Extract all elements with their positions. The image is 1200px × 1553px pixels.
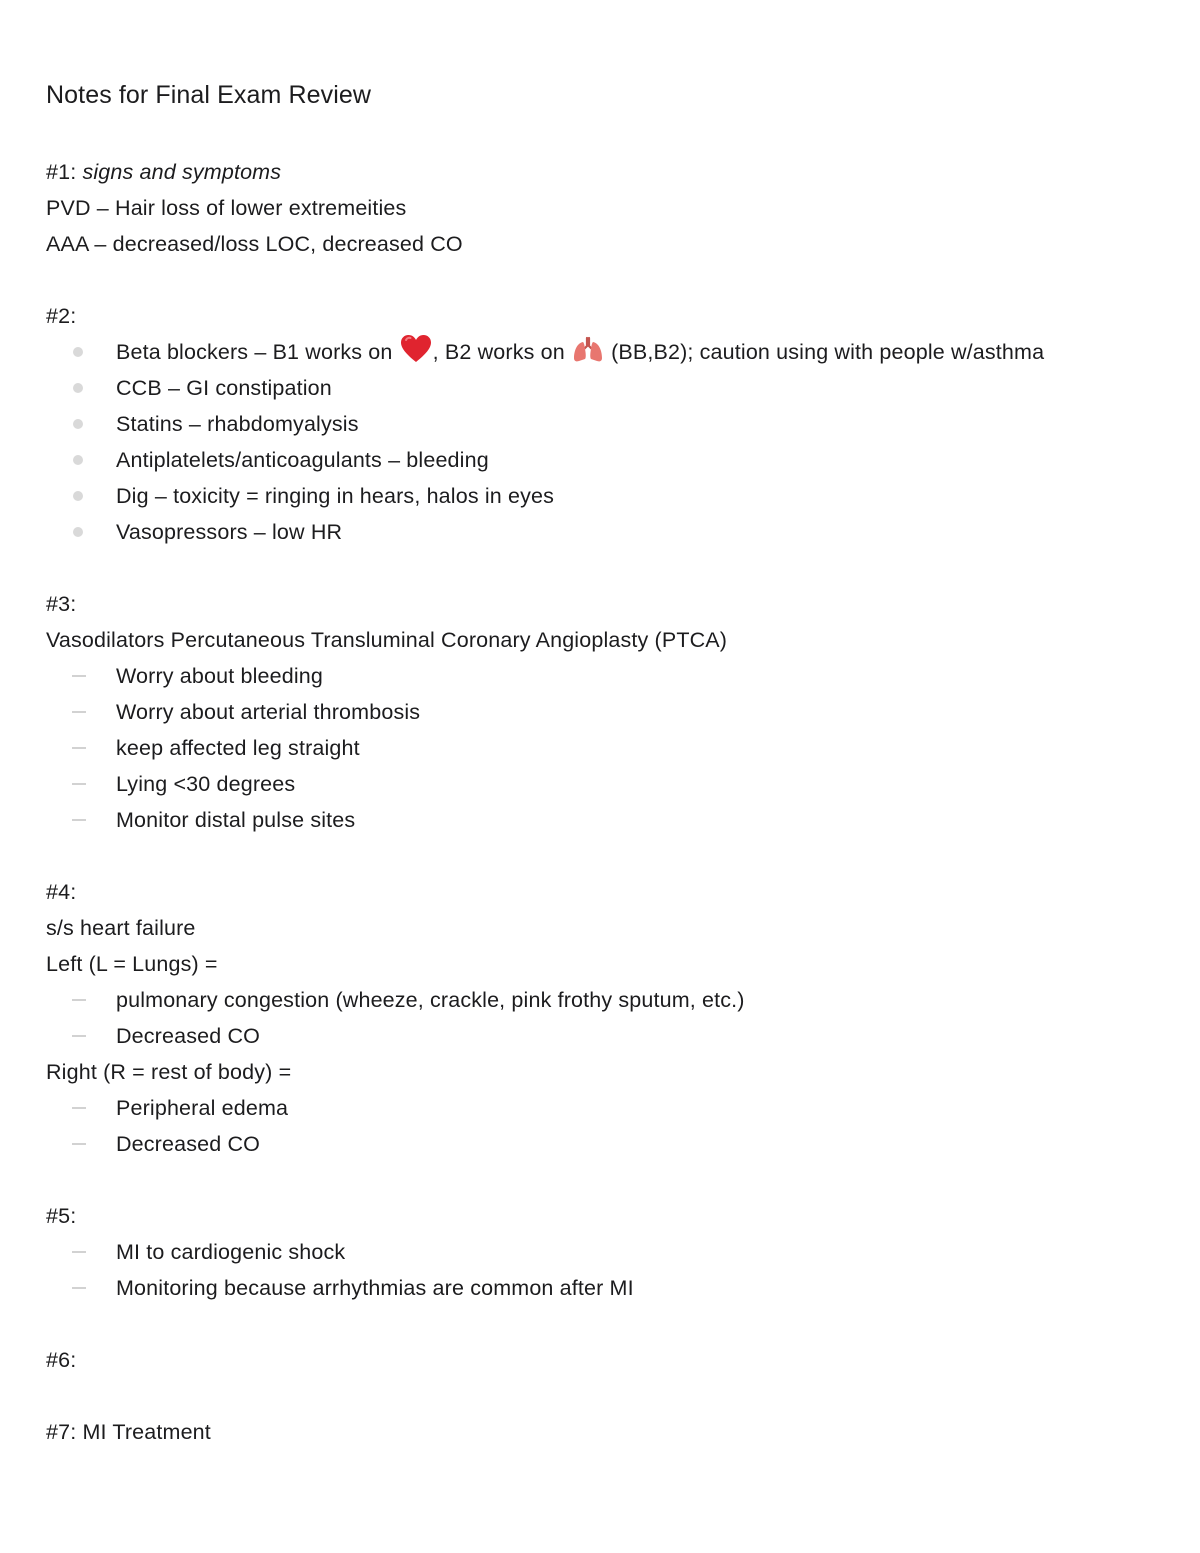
bullet-icon <box>73 347 83 357</box>
page-title: Notes for Final Exam Review <box>46 81 372 109</box>
list-item-text: keep affected leg straight <box>116 736 360 760</box>
list-item-text: Vasopressors – low HR <box>116 520 343 544</box>
list-item <box>46 442 1186 478</box>
dash-icon <box>72 675 86 677</box>
list-item <box>46 514 1186 550</box>
list-item <box>46 730 1186 766</box>
dash-icon <box>72 999 86 1001</box>
dash-icon <box>72 783 86 785</box>
list-item-text: Peripheral edema <box>116 1096 289 1120</box>
list-item <box>46 1090 1186 1126</box>
section-7-heading: #7: MI Treatment <box>46 1420 211 1444</box>
list-item <box>46 1234 1186 1270</box>
list-item-text: Monitor distal pulse sites <box>116 808 356 832</box>
list-item-text: Dig – toxicity = ringing in hears, halos in eyes <box>116 484 555 508</box>
list-item-text: Worry about arterial thrombosis <box>116 700 421 724</box>
list-item-text: Monitoring because arrhythmias are common after MI <box>116 1276 634 1300</box>
dash-icon <box>72 1251 86 1253</box>
list-item-text: Decreased CO <box>116 1024 260 1048</box>
section-5-heading: #5: <box>46 1204 77 1228</box>
dash-icon <box>72 1107 86 1109</box>
dash-icon <box>72 711 86 713</box>
dash-icon <box>72 819 86 821</box>
bullet-icon <box>73 455 83 465</box>
list-item-text: Decreased CO <box>116 1132 260 1156</box>
section-3-heading: #3: <box>46 592 77 616</box>
list-item-text: MI to cardiogenic shock <box>116 1240 346 1264</box>
section-2-heading: #2: <box>46 304 77 328</box>
section-3-subtitle: Vasodilators Percutaneous Transluminal Coronary Angioplasty (PTCA) <box>46 628 728 652</box>
left-heart-label: Left (L = Lungs) = <box>46 952 218 976</box>
list-item-text: Statins – rhabdomyalysis <box>116 412 359 436</box>
bullet-icon <box>73 527 83 537</box>
list-item-text: Worry about bleeding <box>116 664 323 688</box>
list-item <box>46 802 1186 838</box>
list-item-text: pulmonary congestion (wheeze, crackle, pink frothy sputum, etc.) <box>116 988 745 1012</box>
list-item <box>46 478 1186 514</box>
list-item-text: Lying <30 degrees <box>116 772 296 796</box>
heart-icon <box>400 334 432 364</box>
beta-text-2: , B2 works on <box>432 340 571 364</box>
list-item <box>46 982 1186 1018</box>
dash-icon <box>72 1035 86 1037</box>
beta-text-1: Beta blockers – B1 works on <box>116 340 399 364</box>
section-6-heading: #6: <box>46 1348 77 1372</box>
section-1-heading <box>46 154 1186 190</box>
dash-icon <box>72 747 86 749</box>
list-item <box>46 406 1186 442</box>
list-item <box>46 694 1186 730</box>
dash-icon <box>72 1143 86 1145</box>
list-item <box>46 766 1186 802</box>
section-1-topic: signs and symptoms <box>82 160 282 184</box>
section-1-number: #1: <box>46 160 83 184</box>
list-item <box>46 658 1186 694</box>
list-item <box>46 370 1186 406</box>
dash-icon <box>72 1287 86 1289</box>
section-4-heading: #4: <box>46 880 77 904</box>
list-item-text: Antiplatelets/anticoagulants – bleeding <box>116 448 489 472</box>
list-item <box>46 1270 1186 1306</box>
lungs-icon <box>572 334 604 364</box>
list-item-text: CCB – GI constipation <box>116 376 332 400</box>
section-1-line: PVD – Hair loss of lower extremeities <box>46 196 407 220</box>
beta-text-3: (BB,B2); caution using with people w/asthma <box>604 340 1045 364</box>
section-4-subtitle: s/s heart failure <box>46 916 196 940</box>
bullet-icon <box>73 491 83 501</box>
list-item <box>46 1018 1186 1054</box>
bullet-icon <box>73 383 83 393</box>
section-1-line: AAA – decreased/loss LOC, decreased CO <box>46 232 463 256</box>
bullet-icon <box>73 419 83 429</box>
right-heart-label: Right (R = rest of body) = <box>46 1060 292 1084</box>
list-item <box>46 1126 1186 1162</box>
note-page <box>46 78 1186 1450</box>
list-item <box>46 334 1186 370</box>
